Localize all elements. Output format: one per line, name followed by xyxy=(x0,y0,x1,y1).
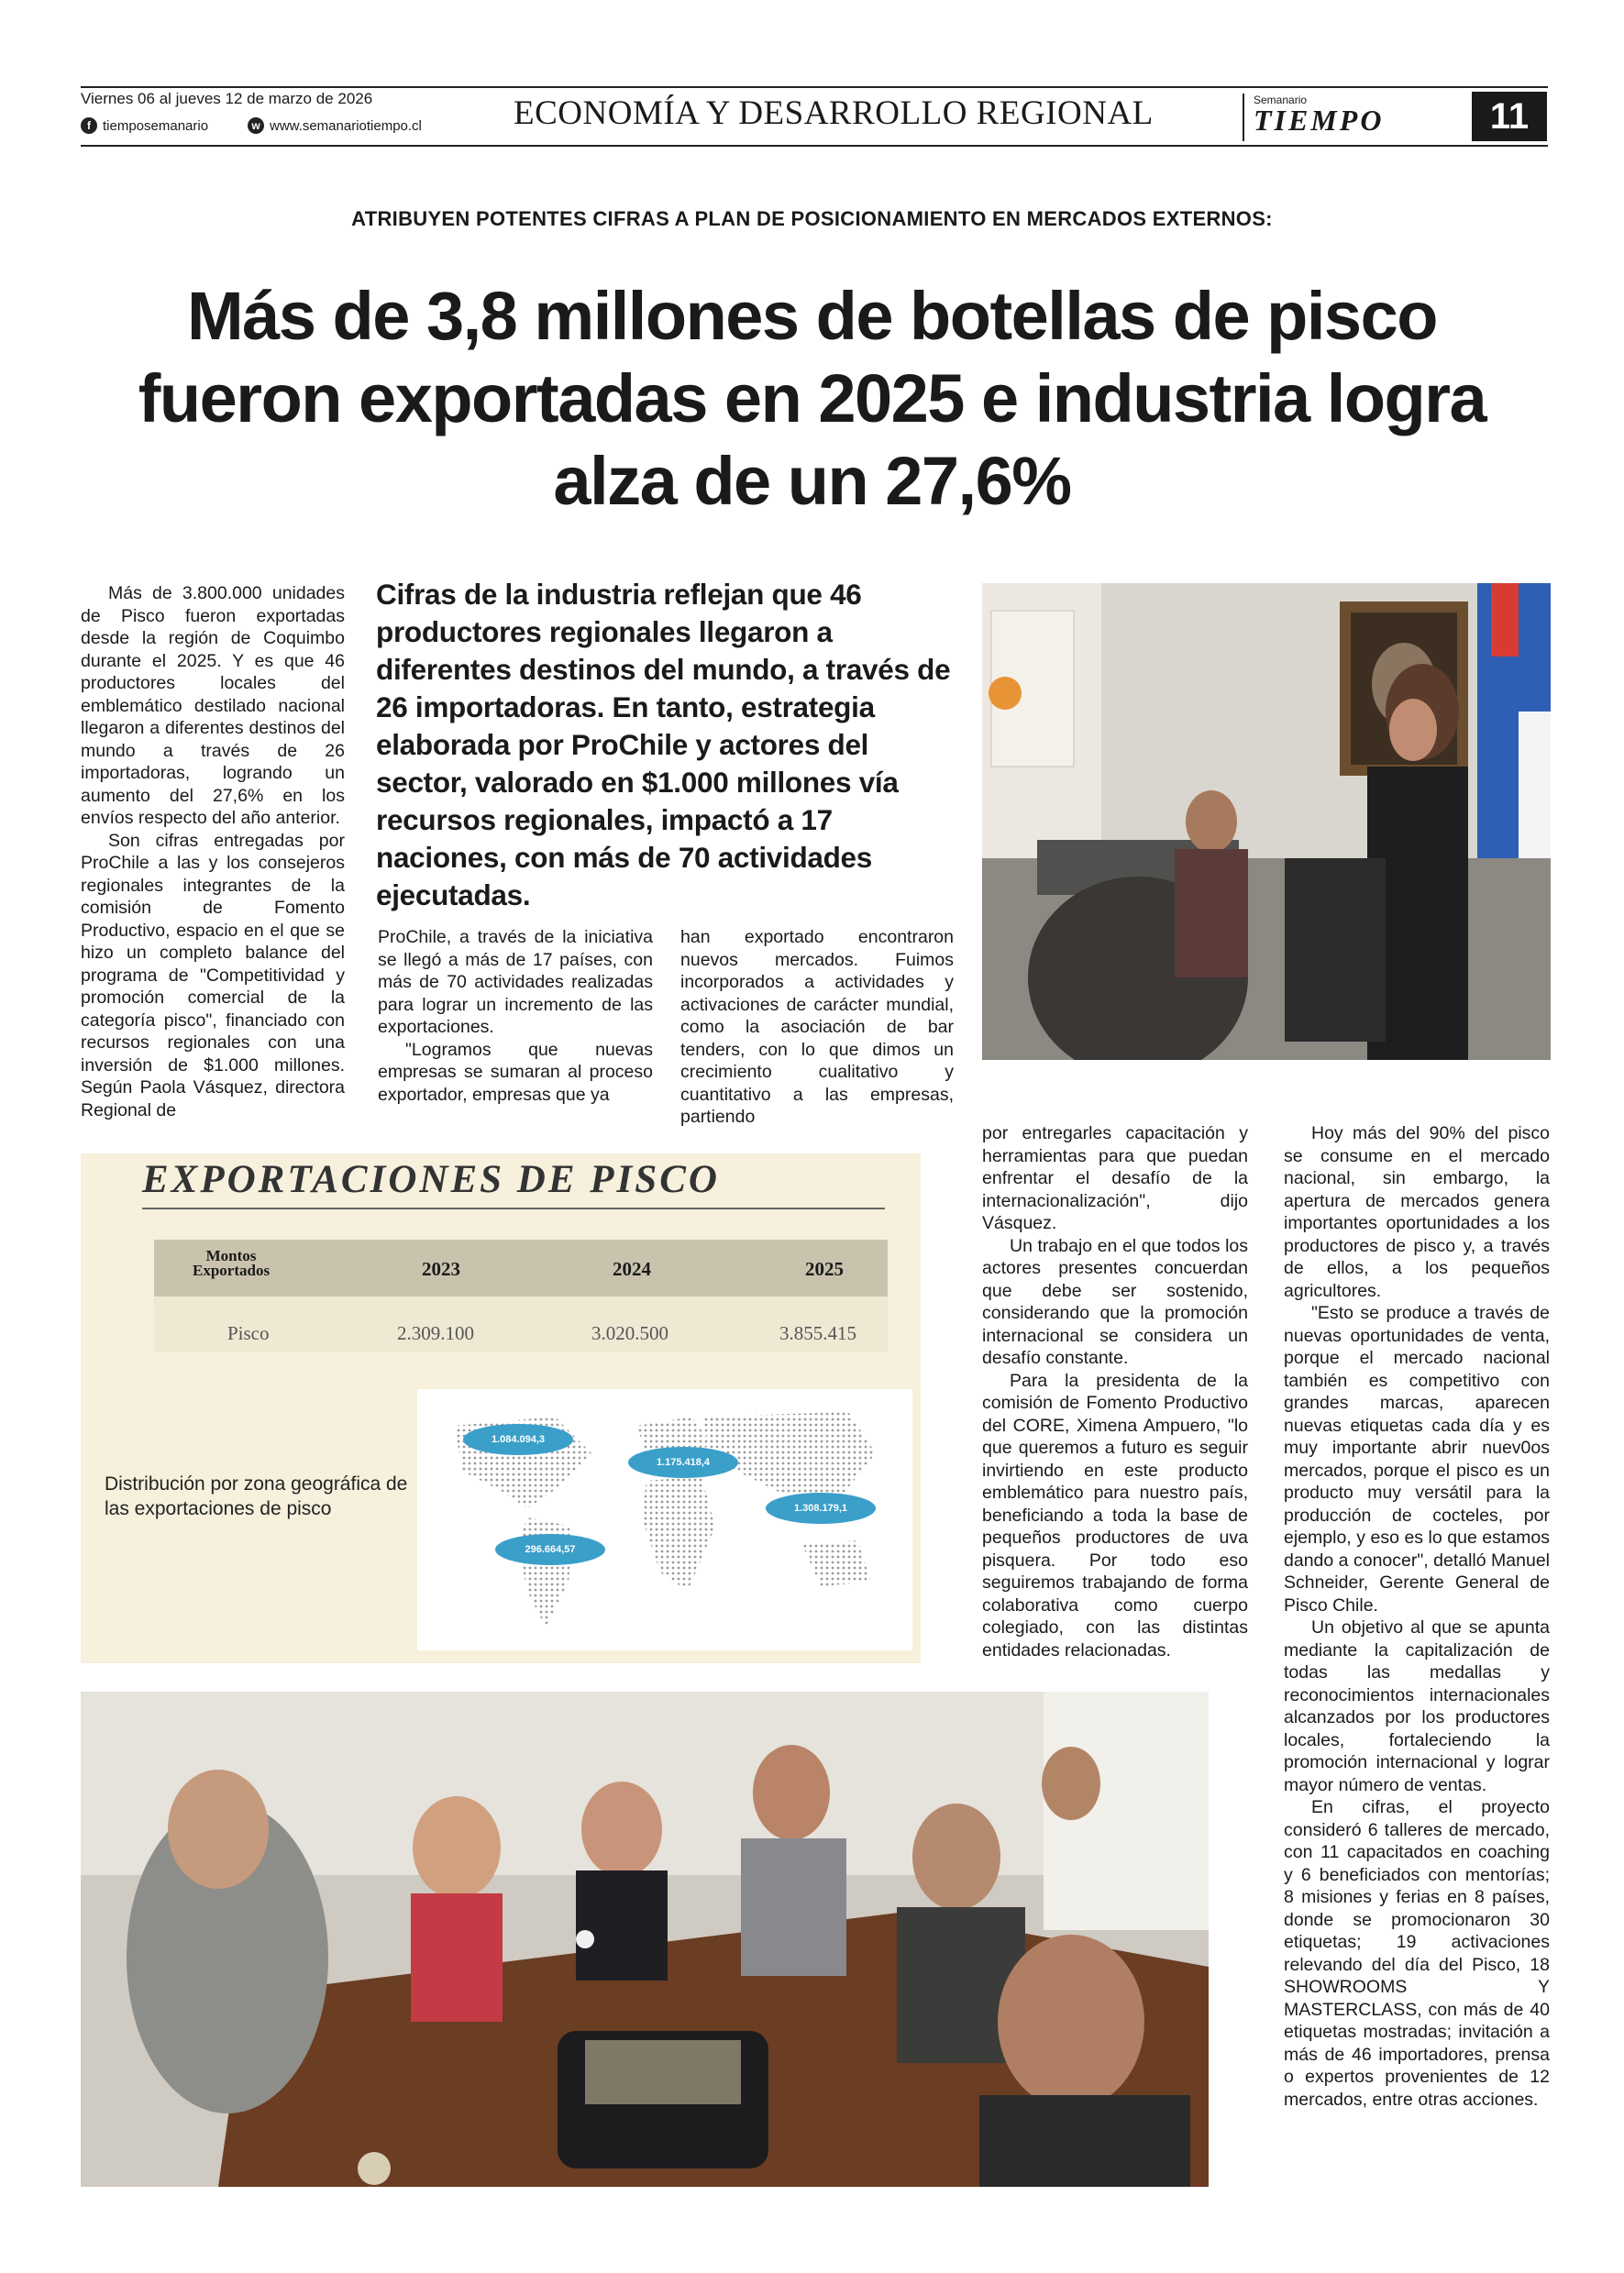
body-column-2 xyxy=(378,926,653,1106)
photo-meeting-image xyxy=(81,1692,1209,2187)
body-paragraph: Hoy más del 90% del pisco se consume en el mercado nacional, sin embargo, la apertura de mercados genera importantes oportunidades a los productores de pisco y, a través de ellos, a los pequeños agricultores. xyxy=(1284,1123,1550,1301)
page-number: 11 xyxy=(1472,92,1547,141)
body-paragraph: "Esto se produce a través de nuevas oportunidades de venta, porque el mercado nacional también es competitivo con grandes marcas, aparecen nuevas etiquetas cada día y es muy importante abrir nuev0os mercados, porque el pisco es un producto muy versátil para la producción de cocteles, por ejemplo, y eso es lo que estamos dando a conocer", detalló Manuel Schneider, Gerente General de Pisco Chile. xyxy=(1284,1303,1550,1616)
body-paragraph: por entregarles capacitación y herramientas para que puedan enfrentar el desafío de la internacionalización", dijo Vásquez. xyxy=(982,1123,1248,1233)
world-map xyxy=(417,1389,912,1650)
body-column-5 xyxy=(1284,1122,1550,2111)
website-link[interactable] xyxy=(248,117,422,134)
social-handle[interactable] xyxy=(81,117,208,134)
header-rule-bottom xyxy=(81,145,1548,147)
body-paragraph: "Logramos que nuevas empresas se sumaran al proceso exportador, empresas que ya xyxy=(378,1039,653,1105)
section-title: ECONOMÍA Y DESARROLLO REGIONAL xyxy=(514,94,1154,132)
photo-presentation-image xyxy=(982,583,1551,1060)
corner-header-top: Montos xyxy=(205,1247,257,1264)
body-paragraph: Para la presidenta de la comisión de Fomento Productivo del CORE, Ximena Ampuero, "lo que queremos a futuro es seguir invirtiendo en este producto emblemático para nuestro país, beneficiando a toda la base de pequeños productores de uva pisquera. Por todo eso seguiremos trabajando de forma colaborativa como cuerpo colegiado, con las distintas entidades relacionadas. xyxy=(982,1370,1248,1661)
exports-table-title: EXPORTACIONES DE PISCO xyxy=(142,1158,720,1201)
body-paragraph: En cifras, el proyecto consideró 6 talleres de mercado, con 11 capacitados en coaching y 6 beneficiados con mentorías; 8 misiones y ferias en 8 países, donde se promocionaron 30 etiquetas; 19 activaciones relevando del día del Pisco, 18 SHOWROOMS Y MASTERCLASS, con más de 40 etiquetas mostradas; invitación a más de 46 importadores, prensa o expertos provenientes de 12 mercados, entre otras acciones. xyxy=(1284,1797,1550,2110)
year-header: 2023 xyxy=(422,1258,460,1280)
body-column-4 xyxy=(982,1122,1248,1661)
corner-header-bottom: Exportados xyxy=(193,1262,271,1279)
website-text: www.semanariotiempo.cl xyxy=(270,117,422,134)
issue-date: Viernes 06 al jueves 12 de marzo de 2026 xyxy=(81,90,373,107)
year-header: 2025 xyxy=(805,1258,844,1280)
social-handle-text: tiemposemanario xyxy=(103,117,209,134)
body-paragraph: Un trabajo en el que todos los actores presentes concuerdan que debe ser sostenido, considerando que la promoción internacional se considera un desafío constante. xyxy=(982,1235,1248,1368)
lead-paragraph: Cifras de la industria reflejan que 46 productores regionales llegaron a diferentes destinos del mundo, a través de 26 importadoras. En tanto, estrategia elaborada por ProChile y actores del sector, valorado en $1.000 millones vía recursos regionales, impactó a 17 naciones, con más de 70 actividades ejecutadas. xyxy=(376,578,951,911)
header-rule-top xyxy=(81,86,1548,88)
body-column-3 xyxy=(680,926,954,1129)
photo-meeting xyxy=(81,1692,1209,2187)
globe-icon: w xyxy=(248,117,264,134)
map-caption: Distribución por zona geográfica de las exportaciones de pisco xyxy=(105,1473,408,1519)
map-bubble: 296.664,57 xyxy=(495,1534,605,1565)
row-label: Pisco xyxy=(227,1322,270,1344)
body-paragraph: ProChile, a través de la iniciativa se llegó a más de 17 países, con más de 70 actividades realizadas para lograr un incremento de las exportaciones. xyxy=(378,927,653,1037)
brand-name: TIEMPO xyxy=(1254,104,1385,137)
year-header: 2024 xyxy=(613,1258,651,1280)
body-column-1 xyxy=(81,582,345,1121)
headline: Más de 3,8 millones de botellas de pisco fueron exportadas en 2025 e industria logra alza de un 27,6% xyxy=(138,278,1486,519)
photo-presentation xyxy=(982,583,1551,1060)
corner-header xyxy=(193,1249,270,1278)
value-cell: 3.020.500 xyxy=(591,1322,668,1344)
map-bubble: 1.084.094,3 xyxy=(463,1424,573,1455)
brand-logo xyxy=(1243,94,1446,141)
body-paragraph: Más de 3.800.000 unidades de Pisco fueron exportadas desde la región de Coquimbo durante el 2025. Y es que 46 productores locales del emblemático destilado nacional llegaron a diferentes destinos del mundo a través de 26 importadoras, logrando un aumento del 27,6% en los envíos respecto del año anterior. xyxy=(81,583,345,828)
facebook-icon: f xyxy=(81,117,97,134)
value-cell: 3.855.415 xyxy=(779,1322,856,1344)
map-bubble: 1.175.418,4 xyxy=(628,1447,738,1478)
exports-title-rule xyxy=(142,1208,885,1209)
brand-small: Semanario xyxy=(1254,94,1308,106)
body-paragraph: Son cifras entregadas por ProChile a las y los consejeros regionales integrantes de la comisión de Fomento Productivo, espacio en el que se hizo un completo balance del programa de "Competitividad y promoción comercial de la categoría pisco", financiado con recursos regionales con una inversión de $1.000 millones. Según Paola Vásquez, directora Regional de xyxy=(81,830,345,1120)
body-paragraph: han exportado encontraron nuevos mercados. Fuimos incorporados a actividades y activaciones de carácter mundial, como la asociación de bar tenders, con lo que dimos un crecimiento cualitativo y cuantitativo a las empresas, partiendo xyxy=(680,927,954,1127)
map-bubble: 1.308.179,1 xyxy=(766,1493,876,1524)
kicker: ATRIBUYEN POTENTES CIFRAS A PLAN DE POSICIONAMIENTO EN MERCADOS EXTERNOS: xyxy=(351,207,1273,230)
value-cell: 2.309.100 xyxy=(397,1322,474,1344)
body-paragraph: Un objetivo al que se apunta mediante la capitalización de todas las medallas y reconocimientos internacionales alcanzados por los productores locales, fortaleciendo la promoción internacional y lograr mayor número de ventas. xyxy=(1284,1617,1550,1795)
